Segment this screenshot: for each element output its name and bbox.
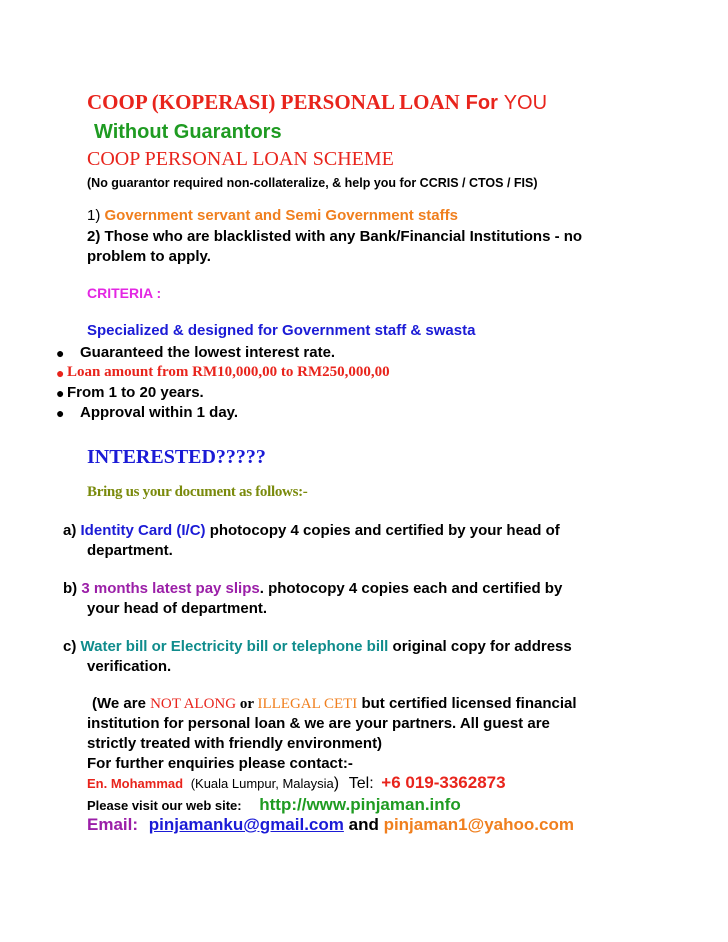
doc-a-label: a) [63,522,77,539]
doc-c-label: c) [63,638,77,655]
interested-heading: INTERESTED????? [87,446,266,468]
doc-item-c [63,638,572,655]
page-title [87,90,547,115]
website-line [87,795,461,815]
disclaimer-line-1 [92,695,577,713]
doc-a-highlight: Identity Card (I/C) [80,522,206,539]
title-you: YOU [503,92,548,114]
illegal-ceti-text: ILLEGAL CETI [257,696,358,712]
website-label: Please visit our web site: [87,798,242,813]
contact-name: En. Mohammad [87,776,184,791]
doc-c-highlight: Water bill or Electricity bill or telephone bill [80,638,389,655]
doc-item-a-cont: department. [87,542,173,559]
eligibility-item-2: 2) Those who are blacklisted with any Bank/Financial Institutions - no [87,228,583,245]
bullet-icon: ● [56,345,65,361]
doc-item-a [63,522,560,539]
doc-b-rest: . photocopy 4 copies each and certified by [259,580,563,597]
disclaimer-open: (We are [92,695,151,712]
title-subtitle: Without Guarantors [94,121,282,143]
email-line [87,815,574,835]
doc-b-label: b) [63,580,78,597]
title-for: For [465,92,498,114]
scheme-heading: COOP PERSONAL LOAN SCHEME [87,148,394,170]
item-1-text: Government servant and Semi Government staffs [104,207,458,224]
bullet-item-4: Approval within 1 day. [80,404,239,421]
disclaimer-line-2: institution for personal loan & we are your partners. All guest are [87,715,550,732]
email-link-1[interactable]: pinjamanku@gmail.com [148,815,344,834]
doc-item-c-cont: verification. [87,658,172,675]
enquiries-line: For further enquiries please contact:- [87,755,353,772]
title-main: COOP (KOPERASI) PERSONAL LOAN [87,90,460,114]
doc-b-highlight: 3 months latest pay slips [81,580,260,597]
tel-number[interactable]: +6 019-3362873 [381,773,506,792]
disclaimer-rest: but certified licensed financial [357,695,577,712]
bullet-icon: ● [56,405,65,421]
contact-line [87,773,506,793]
not-along-text: NOT ALONG [150,696,237,712]
email-link-2[interactable]: pinjaman1@yahoo.com [383,815,574,834]
bullet-icon: ● [56,365,65,381]
doc-item-b [63,580,562,597]
doc-c-rest: original copy for address [388,638,572,655]
specialized-line: Specialized & designed for Government staff & swasta [87,322,476,339]
email-and: and [343,815,384,834]
bring-documents-heading: Bring us your document as follows:- [87,484,308,500]
contact-location: (Kuala Lumpur, Malaysia [190,776,334,791]
eligibility-item-2-cont: problem to apply. [87,248,211,265]
contact-paren: ) [333,775,340,792]
bullet-item-2: Loan amount from RM10,000,00 to RM250,000,00 [67,364,390,380]
eligibility-item-1 [87,207,458,224]
website-link[interactable]: http://www.pinjaman.info [259,795,461,814]
or-text: or [236,696,258,712]
bullet-icon: ● [56,385,65,401]
disclaimer-line-3: strictly treated with friendly environment) [87,735,383,752]
tel-label: Tel: [348,775,374,792]
guarantor-note: (No guarantor required non-collateralize, & help you for CCRIS / CTOS / FIS) [87,176,538,190]
doc-item-b-cont: your head of department. [87,600,268,617]
doc-a-rest: photocopy 4 copies and certified by your head of [205,522,560,539]
bullet-item-1: Guaranteed the lowest interest rate. [80,344,336,361]
bullet-item-3: From 1 to 20 years. [67,384,204,401]
item-1-number: 1) [87,207,101,224]
criteria-label: CRITERIA : [87,285,162,301]
email-label: Email: [87,815,139,834]
